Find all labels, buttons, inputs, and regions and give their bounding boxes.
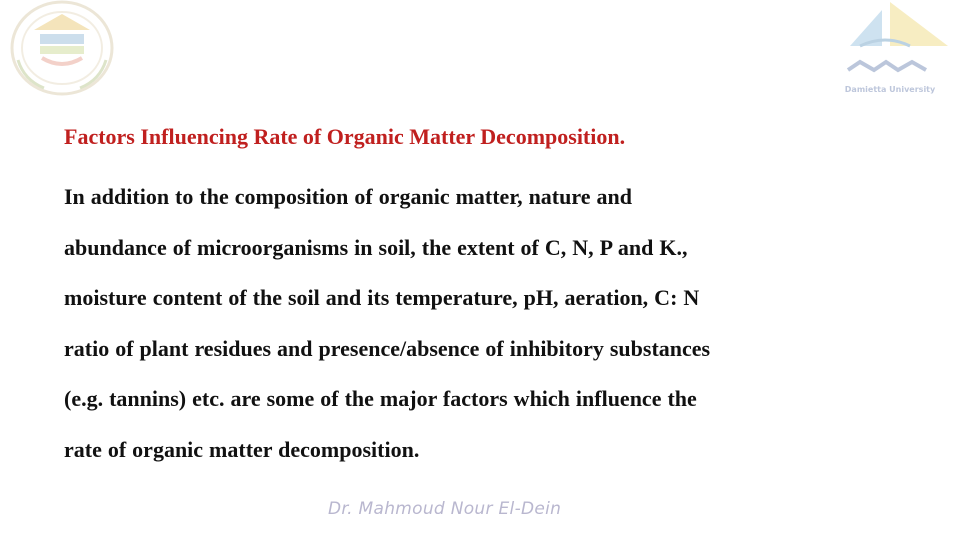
body-line: abundance of microorganisms in soil, the extent of C, N, P and K.,	[64, 234, 688, 260]
slide-title: Factors Influencing Rate of Organic Matter Decomposition.	[64, 124, 626, 149]
faculty-seal-icon	[4, 0, 124, 100]
body-line: In addition to the composition of organic matter, nature and	[64, 184, 632, 209]
logo-english-text: Damietta University	[844, 85, 936, 94]
body-paragraph	[64, 172, 894, 475]
body-line: ratio of plant residues and presence/absence of inhibitory substances	[64, 335, 711, 361]
author-signature: Dr. Mahmoud Nour El-Dein	[328, 499, 562, 519]
damietta-university-logo-icon	[830, 0, 950, 100]
body-line: (e.g. tannins) etc. are some of the major factors which influence the	[64, 386, 697, 411]
body-line: rate of organic matter decomposition.	[64, 436, 420, 462]
body-line: moisture content of the soil and its temperature, pH, aeration, C: N	[64, 285, 700, 310]
